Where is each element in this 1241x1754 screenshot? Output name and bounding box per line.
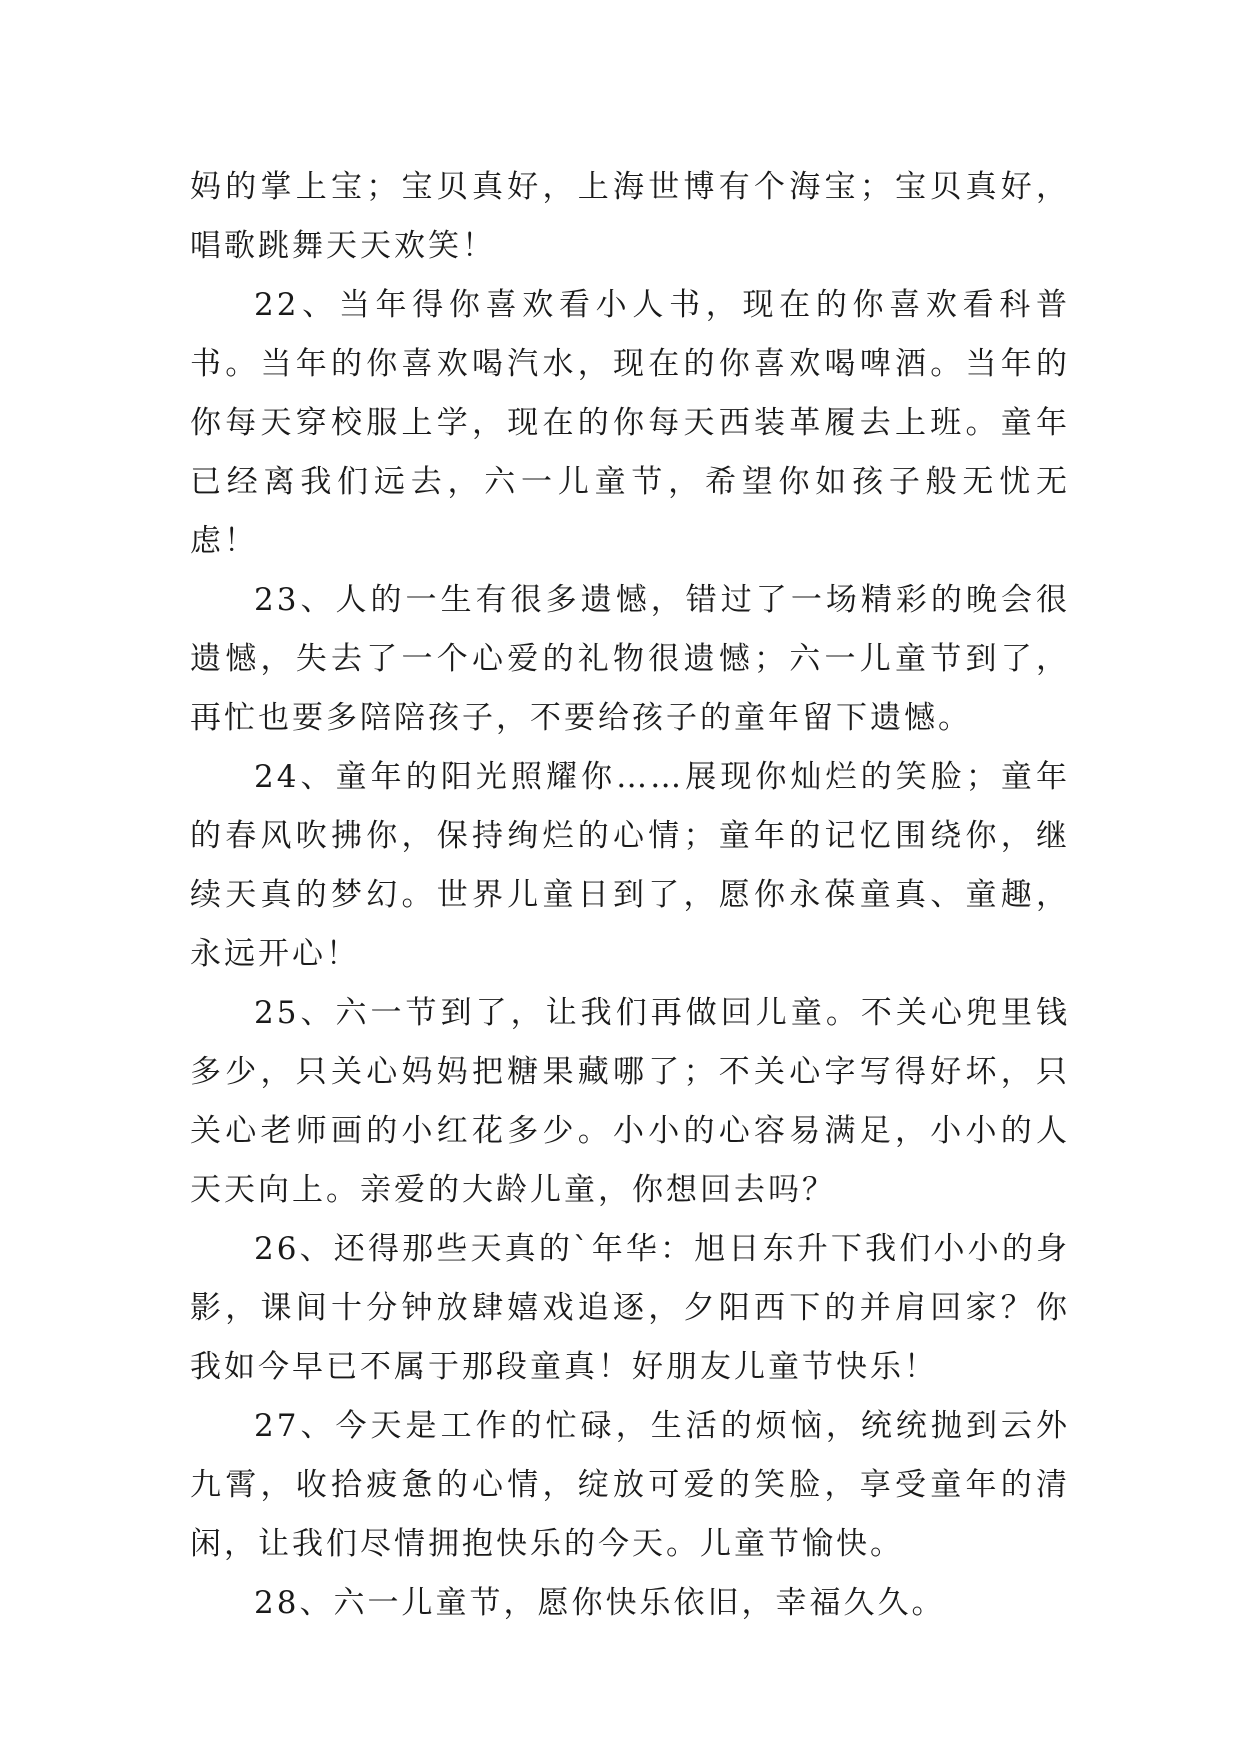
paragraph-23: 23、人的一生有很多遗憾，错过了一场精彩的晚会很遗憾，失去了一个心爱的礼物很遗憾；六一儿童节到了，再忙也要多陪陪孩子，不要给孩子的童年留下遗憾。 [190,582,1070,736]
paragraph-25: 25、六一节到了，让我们再做回儿童。不关心兜里钱多少，只关心妈妈把糖果藏哪了；不关心字写得好坏，只关心老师画的小红花多少。小小的心容易满足，小小的人天天向上。亲爱的大龄儿童，你想回去吗？ [190,995,1070,1208]
document-body [190,158,1070,1633]
paragraph-24: 24、童年的阳光照耀你……展现你灿烂的笑脸；童年的春风吹拂你，保持绚烂的心情；童年的记忆围绕你，继续天真的梦幻。世界儿童日到了，愿你永葆童真、童趣，永远开心！ [190,759,1070,972]
paragraph-28: 28、六一儿童节，愿你快乐依旧，幸福久久。 [254,1585,946,1621]
paragraph-26: 26、还得那些天真的`年华：旭日东升下我们小小的身影，课间十分钟放肆嬉戏追逐，夕阳西下的并肩回家？你我如今早已不属于那段童真！好朋友儿童节快乐！ [190,1231,1070,1385]
paragraph-22: 22、当年得你喜欢看小人书，现在的你喜欢看科普书。当年的你喜欢喝汽水，现在的你喜欢喝啤酒。当年的你每天穿校服上学，现在的你每天西装革履去上班。童年已经离我们远去，六一儿童节，希望你如孩子般无忧无虑！ [190,287,1070,559]
paragraph-27: 27、今天是工作的忙碌，生活的烦恼，统统抛到云外九霄，收拾疲惫的心情，绽放可爱的笑脸，享受童年的清闲，让我们尽情拥抱快乐的今天。儿童节愉快。 [190,1408,1070,1562]
paragraph-continuation: 妈的掌上宝；宝贝真好，上海世博有个海宝；宝贝真好，唱歌跳舞天天欢笑！ [190,169,1070,264]
